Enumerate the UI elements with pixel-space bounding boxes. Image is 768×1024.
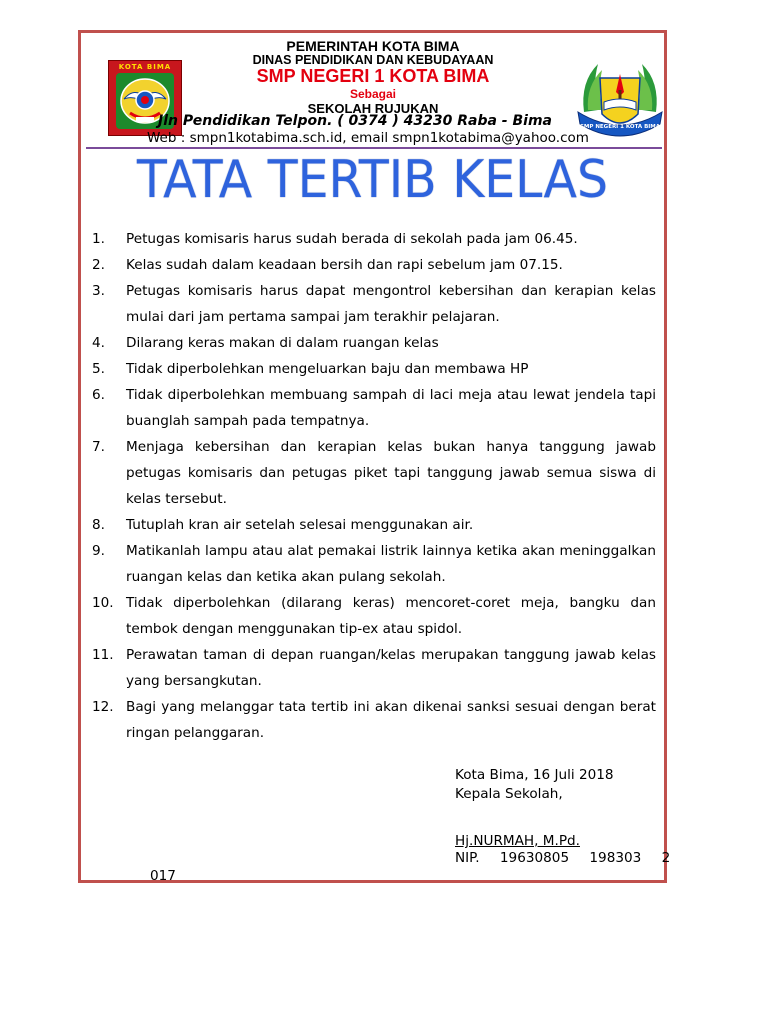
rule-item [92,590,656,642]
rule-number: 3. [92,283,105,299]
rule-item [92,278,656,330]
logo-label: KOTA BIMA [118,63,172,71]
as-label: Sebagai [349,87,397,101]
rule-text: Tidak diperbolehkan mengeluarkan baju dan membawa HP [126,361,529,377]
page-title: TATA TERTIB KELAS [137,150,608,210]
rule-text: Matikanlah lampu atau alat pemakai listrik lainnya ketika akan meninggalkan ruangan kelas dan ketika akan pulang sekolah. [126,543,656,585]
rule-number: 5. [92,361,105,377]
address-text: Jln Pendidikan Telpon. ( 0374 ) 43230 Raba - Bima [158,113,552,129]
rule-item [92,642,656,694]
rule-text: Menjaga kebersihan dan kerapian kelas bukan hanya tanggung jawab petugas komisaris dan petugas piket tapi tanggung jawab semua siswa di kelas tersebut. [126,439,656,507]
rule-item [92,434,656,512]
header-divider [86,147,662,149]
rule-number: 11. [92,647,114,663]
school-designation: SEKOLAH RUJUKAN [307,101,439,116]
school-address [158,113,568,129]
rule-number: 4. [92,335,105,351]
signature-place-date: Kota Bima, 16 Juli 2018 [455,767,614,783]
rule-text: Petugas komisaris harus dapat mengontrol kebersihan dan kerapian kelas mulai dari jam pertama sampai jam terakhir pelajaran. [126,283,656,325]
rule-item [92,512,656,538]
signature-name: Hj.NURMAH, M.Pd. [455,833,580,849]
rule-item [92,538,656,590]
rule-text: Tidak diperbolehkan (dilarang keras) mencoret-coret meja, bangku dan tembok dengan menggunakan tip-ex atau spidol. [126,595,656,637]
rule-number: 10. [92,595,114,611]
government-name: PEMERINTAH KOTA BIMA [286,38,460,54]
rules-list [92,226,656,746]
rule-text: Petugas komisaris harus sudah berada di sekolah pada jam 06.45. [126,231,578,247]
rule-number: 2. [92,257,105,273]
department-name: DINAS PENDIDIKAN DAN KEBUDAYAAN [252,53,494,67]
logo-label: SMP NEGERI 1 KOTA BIMA [579,124,661,130]
web-email-text: Web : smpn1kotabima.sch.id, email smpn1kotabima@yahoo.com [147,130,589,146]
rule-text: Kelas sudah dalam keadaan bersih dan rapi sebelum jam 07.15. [126,257,563,273]
rule-item [92,694,656,746]
rule-number: 1. [92,231,105,247]
rule-number: 8. [92,517,105,533]
rule-item [92,252,656,278]
rule-text: Tutuplah kran air setelah selesai menggunakan air. [126,517,474,533]
rule-item [92,226,656,252]
signature-nip-continued: 017 [150,868,176,884]
rule-number: 6. [92,387,105,403]
rule-text: Tidak diperbolehkan membuang sampah di laci meja atau lewat jendela tapi buanglah sampah pada tempatnya. [126,387,656,429]
rule-item [92,330,656,356]
rule-item [92,356,656,382]
rule-text: Bagi yang melanggar tata tertib ini akan dikenai sanksi sesuai dengan berat ringan pelanggaran. [126,699,656,741]
signature-nip: NIP. 19630805 198303 2 [455,850,671,866]
school-contact [147,130,589,146]
rule-number: 9. [92,543,105,559]
rule-item [92,382,656,434]
signature-position: Kepala Sekolah, [455,786,563,802]
rule-text: Dilarang keras makan di dalam ruangan kelas [126,335,439,351]
rule-number: 12. [92,699,114,715]
rule-number: 7. [92,439,105,455]
rule-text: Perawatan taman di depan ruangan/kelas merupakan tanggung jawab kelas yang bersangkutan. [126,647,656,689]
school-name: SMP NEGERI 1 KOTA BIMA [256,66,490,86]
